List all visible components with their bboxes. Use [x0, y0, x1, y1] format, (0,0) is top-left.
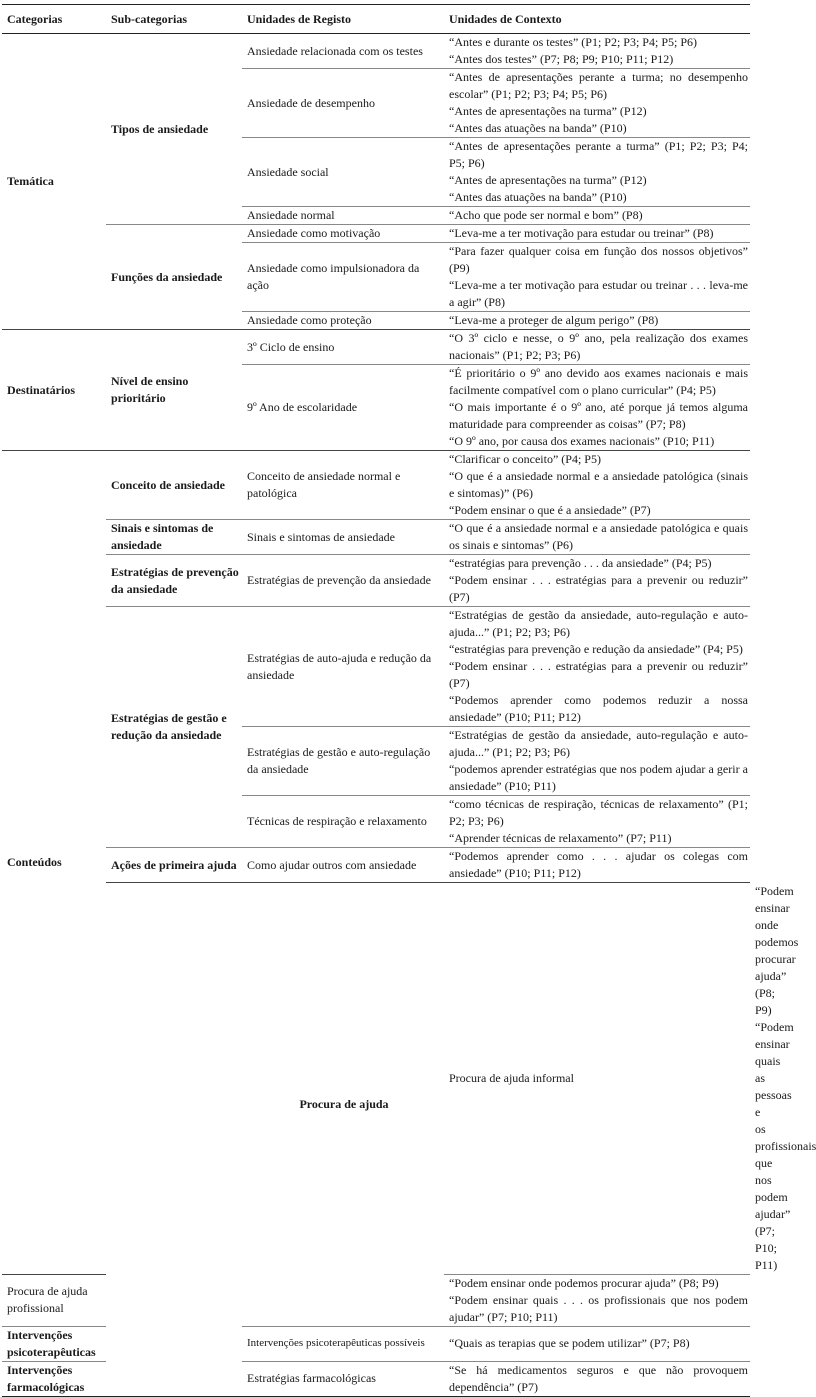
subcategory-cell: Tipos de ansiedade — [106, 34, 242, 225]
context-quote: “Clarificar o conceito” (P4; P5) — [449, 452, 601, 466]
context-quote: “Antes das atuações na banda” (P10) — [449, 121, 627, 135]
context-quote: “Podem ensinar quais . . . os profissionais que nos podem ajudar” (P7; P10; P11) — [449, 1292, 748, 1324]
contexto-cell — [444, 520, 750, 555]
context-quote: “estratégias para prevenção e redução da ansiedade” (P4; P5) — [449, 642, 743, 656]
registo-cell: Conceito de ansiedade normal e patológica — [242, 451, 444, 520]
contexto-cell — [444, 330, 750, 365]
header-categorias: Categorias — [2, 5, 106, 34]
context-quote: “O que é a ansiedade normal e a ansiedade patológica (sinais e sintomas)” (P6) — [449, 469, 748, 500]
content-analysis-table — [2, 4, 816, 1397]
registo-cell: 3º Ciclo de ensino — [242, 330, 444, 365]
context-quote: “O mais importante é o 9º ano, até porque já temos alguma maturidade para compreender as coisas” (P7; P8) — [449, 400, 748, 431]
registo-cell: Técnicas de respiração e relaxamento — [242, 796, 444, 848]
context-quote: “Acho que pode ser normal e bom” (P8) — [449, 208, 643, 222]
category-cell: Temática — [2, 34, 106, 330]
table-row — [2, 607, 750, 727]
context-quote: “O que é a ansiedade normal e a ansiedade patológica e quais os sinais e sintomas” (P6) — [449, 521, 748, 552]
contexto-cell — [444, 225, 750, 243]
contexto-cell — [444, 848, 750, 883]
context-quote: “Antes de apresentações perante a turma; no desempenho escolar” (P1; P2; P3; P4; P5; P6) — [449, 70, 748, 101]
contexto-cell — [444, 1274, 750, 1326]
table-row — [2, 555, 750, 607]
context-quote: “Podemos aprender como podemos reduzir a nossa ansiedade” (P10; P11; P12) — [449, 693, 748, 724]
registo-cell: Ansiedade normal — [242, 207, 444, 225]
context-quote: “Aprender técnicas de relaxamento” (P7; P11) — [449, 831, 672, 845]
contexto-cell — [444, 1326, 750, 1361]
registo-cell: Intervenções psicoterapêuticas possíveis — [242, 1326, 444, 1361]
category-cell: Conteúdos — [2, 451, 106, 1275]
registo-cell: Estratégias de auto-ajuda e redução da ansiedade — [242, 607, 444, 727]
registo-cell: Ansiedade relacionada com os testes — [242, 34, 444, 69]
registo-cell: 9º Ano de escolaridade — [242, 365, 444, 451]
subcategory-cell: Intervenções farmacológicas — [2, 1361, 106, 1396]
subcategory-cell: Nível de ensino prioritário — [106, 330, 242, 451]
subcategory-cell: Estratégias de gestão e redução da ansiedade — [106, 607, 242, 848]
registo-cell: Estratégias de prevenção da ansiedade — [242, 555, 444, 607]
contexto-cell — [444, 312, 750, 330]
contexto-cell — [444, 451, 750, 520]
header-subcategorias: Sub-categorias — [106, 5, 242, 34]
context-quote: “Antes de apresentações perante a turma” (P1; P2; P3; P4; P5; P6) — [449, 139, 748, 170]
table-row — [2, 520, 750, 555]
context-quote: “podemos aprender estratégias que nos podem ajudar a gerir a ansiedade” (P10; P11) — [449, 762, 748, 793]
context-quote: “como técnicas de respiração, técnicas de relaxamento” (P1; P2; P3; P6) — [449, 797, 748, 828]
registo-cell: Como ajudar outros com ansiedade — [242, 848, 444, 883]
context-quote: “Podem ensinar . . . estratégias para a prevenir ou reduzir” (P7) — [449, 573, 748, 604]
context-quote: “Antes das atuações na banda” (P10) — [449, 190, 627, 204]
contexto-cell — [444, 1361, 750, 1396]
context-quote: “Podem ensinar o que é a ansiedade” (P7) — [449, 503, 651, 517]
registo-cell: Ansiedade de desempenho — [242, 69, 444, 138]
table-row — [2, 34, 750, 69]
context-quote: “Estratégias de gestão da ansiedade, auto-regulação e auto-ajuda...” (P1; P2; P3; P6) — [449, 608, 748, 639]
registo-cell: Estratégias farmacológicas — [242, 1361, 444, 1396]
contexto-cell — [444, 138, 750, 207]
registo-cell: Procura de ajuda informal — [444, 883, 750, 1275]
context-quote: “estratégias para prevenção . . . da ansiedade” (P4; P5) — [449, 556, 712, 570]
context-quote: “Antes e durante os testes” (P1; P2; P3; P4; P5; P6) — [449, 35, 697, 49]
contexto-cell — [444, 555, 750, 607]
context-quote: “Antes de apresentações na turma” (P12) — [449, 173, 647, 187]
contexto-cell — [444, 796, 750, 848]
context-quote: “Podem ensinar onde podemos procurar ajuda” (P8; P9) — [449, 1275, 719, 1290]
context-quote: “Leva-me a proteger de algum perigo” (P8) — [449, 313, 659, 327]
registo-cell: Estratégias de gestão e auto-regulação da ansiedade — [242, 727, 444, 796]
context-quote: “Leva-me a ter motivação para estudar ou treinar . . . leva-me a agir” (P8) — [449, 278, 748, 309]
contexto-cell — [444, 243, 750, 312]
table-row — [2, 451, 750, 520]
table-header-row — [2, 5, 750, 34]
category-cell: Destinatários — [2, 330, 106, 451]
subcategory-cell: Funções da ansiedade — [106, 225, 242, 330]
context-quote: “Quais as terapias que se podem utilizar” (P7; P8) — [449, 1336, 690, 1350]
context-quote: “Leva-me a ter motivação para estudar ou treinar” (P8) — [449, 226, 714, 240]
context-quote: “Estratégias de gestão da ansiedade, auto-regulação e auto-ajuda...” (P1; P2; P3; P6) — [449, 728, 748, 759]
subcategory-cell: Procura de ajuda — [242, 883, 444, 1327]
contexto-cell — [444, 727, 750, 796]
context-quote: “Podem ensinar . . . estratégias para a prevenir ou reduzir” (P7) — [449, 659, 748, 690]
registo-cell: Ansiedade social — [242, 138, 444, 207]
table-row — [2, 225, 750, 243]
context-quote: “É prioritário o 9º ano devido aos exames nacionais e mais facilmente compatível com o plano curricular” (P4; P5) — [449, 366, 748, 397]
context-quote: “Antes dos testes” (P7; P8; P9; P10; P11; P12) — [449, 52, 674, 66]
context-quote: “Se há medicamentos seguros e que não provoquem dependência” (P7) — [449, 1362, 748, 1394]
category-cell-empty — [106, 883, 242, 1397]
contexto-cell — [444, 69, 750, 138]
subcategory-cell: Sinais e sintomas de ansiedade — [106, 520, 242, 555]
context-quote: “O 3º ciclo e nesse, o 9º ano, pela realização dos exames nacionais” (P1; P2; P3; P6) — [449, 331, 748, 362]
table-row — [2, 330, 750, 365]
header-unidades-registo: Unidades de Registo — [242, 5, 444, 34]
contexto-cell — [444, 365, 750, 451]
subcategory-cell: Estratégias de prevenção da ansiedade — [106, 555, 242, 607]
table-row: Procura de ajuda Procura de ajuda informal “Podem ensinar onde podemos procurar ajuda” (P8; P9) “Podem ensinar quais as pessoas e os profissionais que nos podem ajudar” (P7; P10; P11) — [2, 883, 750, 1275]
subcategory-cell: Ações de primeira ajuda — [106, 848, 242, 883]
contexto-cell — [444, 34, 750, 69]
context-quote: “O 9º ano, por causa dos exames nacionais” (P10; P11) — [449, 434, 715, 448]
table-row — [2, 848, 750, 883]
subcategory-cell: Conceito de ansiedade — [106, 451, 242, 520]
registo-cell: Procura de ajuda profissional — [2, 1274, 106, 1326]
header-unidades-contexto: Unidades de Contexto — [444, 5, 750, 34]
contexto-cell — [444, 607, 750, 727]
contexto-cell — [444, 207, 750, 225]
context-quote: “Antes de apresentações na turma” (P12) — [449, 104, 647, 118]
context-quote: “Para fazer qualquer coisa em função dos nossos objetivos” (P9) — [449, 244, 748, 275]
registo-cell: Sinais e sintomas de ansiedade — [242, 520, 444, 555]
registo-cell: Ansiedade como impulsionadora da ação — [242, 243, 444, 312]
subcategory-cell: Intervenções psicoterapêuticas — [2, 1326, 106, 1361]
registo-cell: Ansiedade como proteção — [242, 312, 444, 330]
context-quote: “Podemos aprender como . . . ajudar os colegas com ansiedade” (P10; P11; P12) — [449, 849, 748, 880]
registo-cell: Ansiedade como motivação — [242, 225, 444, 243]
